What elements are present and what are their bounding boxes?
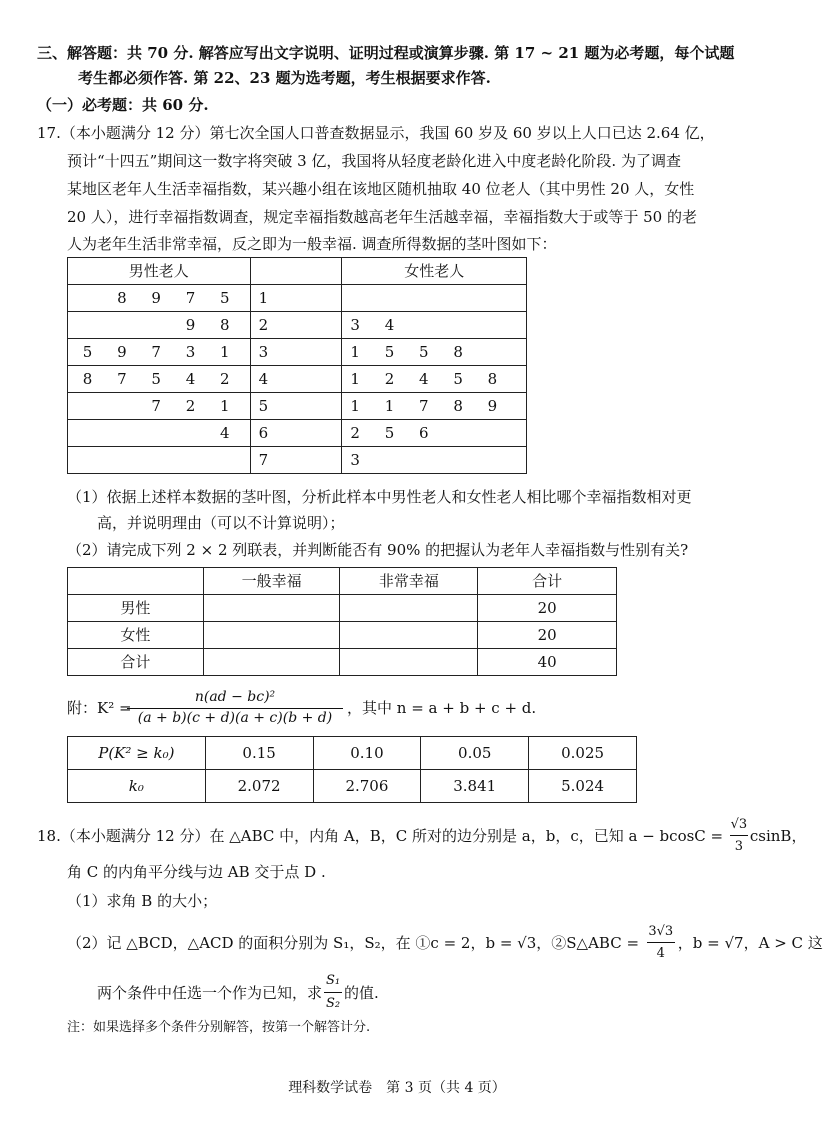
critical-p-value: 0.025 (529, 737, 637, 770)
critical-k-value: 2.072 (205, 770, 313, 803)
critical-k-value: 3.841 (421, 770, 529, 803)
q18-part2-text: （2）记 △BCD，△ACD 的面积分别为 S₁，S₂，在 ①c = 2，b = √3，②S△ABC = (67, 934, 644, 952)
stem-row-stem: 6 (250, 420, 342, 447)
contingency-cell (203, 649, 340, 676)
stem-row-male-leaves: 4 (68, 420, 251, 447)
q18-part1: （1）求角 B 的大小； (67, 892, 218, 910)
q18-ratio-fraction (322, 973, 344, 1011)
q17-part2: （2）请完成下列 2 × 2 列联表，并判断能否有 90% 的把握认为老年人幸福指数与性别有关? (67, 541, 689, 559)
stem-row-female-leaves: 2 5 6 (342, 420, 527, 447)
stem-row-female-leaves: 1 1 7 8 9 (342, 393, 527, 420)
contingency-cell: 男性 (68, 595, 204, 622)
q18-ratio-den: S₂ (325, 996, 341, 1011)
section-heading-line2: 考生都必须作答. 第 22、23 题为选考题，考生根据要求作答. (78, 69, 491, 87)
q18-part2-frac-den: 4 (656, 946, 665, 961)
stem-row-male-leaves: 8 9 7 5 (68, 285, 251, 312)
contingency-cell (203, 595, 340, 622)
page-footer: 理科数学试卷 第 3 页（共 4 页） (288, 1080, 506, 1096)
section-heading-line1: 三、解答题：共 70 分. 解答应写出文字说明、证明过程或演算步骤. 第 17 ~ 21 题为必考题，每个试题 (37, 44, 735, 62)
formula-numerator: n(ad − bc)² (194, 689, 276, 705)
q18-fraction (728, 817, 750, 854)
q18-part2-line2 (97, 973, 379, 1011)
q18-note: 注：如果选择多个条件分别解答，按第一个解答计分. (67, 1020, 371, 1035)
q18-part2-frac-bar (647, 942, 675, 943)
q17-part1-line2: 高，并说明理由（可以不计算说明）； (97, 514, 345, 532)
q17-line2: 预计“十四五”期间这一数字将突破 3 亿，我国将从轻度老龄化进入中度老龄化阶段. 为了调查 (67, 152, 681, 170)
q18-part2-frac-num: 3√3 (648, 924, 674, 939)
stem-row-female-leaves: 3 (342, 447, 527, 474)
q18-part2-line2-end: 的值. (344, 984, 379, 1002)
contingency-header-cell: 非常幸福 (340, 568, 478, 595)
q18-frac-bar (730, 835, 748, 836)
stem-row-stem: 1 (250, 285, 342, 312)
q18-line1-text: 18.（本小题满分 12 分）在 △ABC 中，内角 A，B，C 所对的边分别是 a，b，c，已知 a − bcosC = (37, 827, 728, 845)
stem-header-female: 女性老人 (342, 258, 527, 285)
contingency-header-cell: 合计 (478, 568, 617, 595)
q18-frac-den: 3 (734, 839, 744, 854)
contingency-cell (340, 622, 478, 649)
q17-line5: 人为老年生活非常幸福，反之即为一般幸福. 调查所得数据的茎叶图如下： (67, 235, 557, 253)
critical-k-value: 2.706 (313, 770, 421, 803)
stem-row-male-leaves (68, 447, 251, 474)
stem-row-male-leaves: 9 8 (68, 312, 251, 339)
contingency-cell: 女性 (68, 622, 204, 649)
q18-part2-fraction (644, 924, 678, 961)
critical-label-k: k₀ (68, 770, 206, 803)
stem-row-stem: 4 (250, 366, 342, 393)
q18-part2-line2-text: 两个条件中任选一个作为已知，求 (97, 984, 323, 1002)
stem-row-stem: 3 (250, 339, 342, 366)
critical-p-value: 0.15 (205, 737, 313, 770)
q18-ratio-num: S₁ (325, 973, 341, 988)
q18-part2-line1 (67, 924, 823, 961)
contingency-cell: 40 (478, 649, 617, 676)
formula-denominator: (a + b)(c + d)(a + c)(b + d) (137, 710, 333, 726)
critical-k-value: 5.024 (529, 770, 637, 803)
q17-line3: 某地区老年人生活幸福指数，某兴趣小组在该地区随机抽取 40 位老人（其中男性 20 人，女性 (67, 180, 695, 198)
q18-line1 (37, 817, 807, 854)
contingency-cell (203, 622, 340, 649)
formula-prefix: 附：K² = (67, 699, 132, 717)
contingency-cell: 合计 (68, 649, 204, 676)
section-part-heading: （一）必考题：共 60 分. (37, 96, 209, 114)
stem-row-stem: 2 (250, 312, 342, 339)
q18-part2-end: ，b = √7，A > C 这 (677, 934, 823, 952)
critical-value-table (67, 736, 637, 803)
q18-ratio-bar (324, 992, 342, 993)
stem-row-female-leaves: 3 4 (342, 312, 527, 339)
q17-line1: 17.（本小题满分 12 分）第七次全国人口普查数据显示，我国 60 岁及 60 岁以上人口已达 2.64 亿， (37, 124, 715, 142)
stem-row-female-leaves (342, 285, 527, 312)
q18-frac-num: √3 (730, 817, 748, 832)
stem-row-stem: 5 (250, 393, 342, 420)
contingency-header-cell (68, 568, 204, 595)
critical-p-value: 0.05 (421, 737, 529, 770)
q17-part1-line1: （1）依据上述样本数据的茎叶图，分析此样本中男性老人和女性老人相比哪个幸福指数相对更 (67, 488, 692, 506)
stem-row-male-leaves: 8 7 5 4 2 (68, 366, 251, 393)
contingency-cell (340, 595, 478, 622)
q18-line1-end: csinB， (749, 827, 807, 845)
stem-row-stem: 7 (250, 447, 342, 474)
stem-row-female-leaves: 1 2 4 5 8 (342, 366, 527, 393)
contingency-cell: 20 (478, 622, 617, 649)
stem-row-male-leaves: 5 9 7 3 1 (68, 339, 251, 366)
critical-label-p: P(K² ≥ k₀) (68, 737, 206, 770)
formula-suffix: ，其中 n = a + b + c + d. (347, 699, 537, 717)
stem-header-stem (250, 258, 342, 285)
q18-line2: 角 C 的内角平分线与边 AB 交于点 D . (67, 863, 326, 881)
contingency-cell (340, 649, 478, 676)
chi-square-formula (67, 688, 537, 728)
stem-header-male: 男性老人 (68, 258, 251, 285)
stem-row-male-leaves: 7 2 1 (68, 393, 251, 420)
stem-leaf-table (67, 257, 527, 474)
contingency-cell: 20 (478, 595, 617, 622)
stem-row-female-leaves: 1 5 5 8 (342, 339, 527, 366)
critical-p-value: 0.10 (313, 737, 421, 770)
contingency-table (67, 567, 617, 676)
contingency-header-cell: 一般幸福 (203, 568, 340, 595)
q17-line4: 20 人），进行幸福指数调查，规定幸福指数越高老年生活越幸福，幸福指数大于或等于 50 的老 (67, 208, 697, 226)
